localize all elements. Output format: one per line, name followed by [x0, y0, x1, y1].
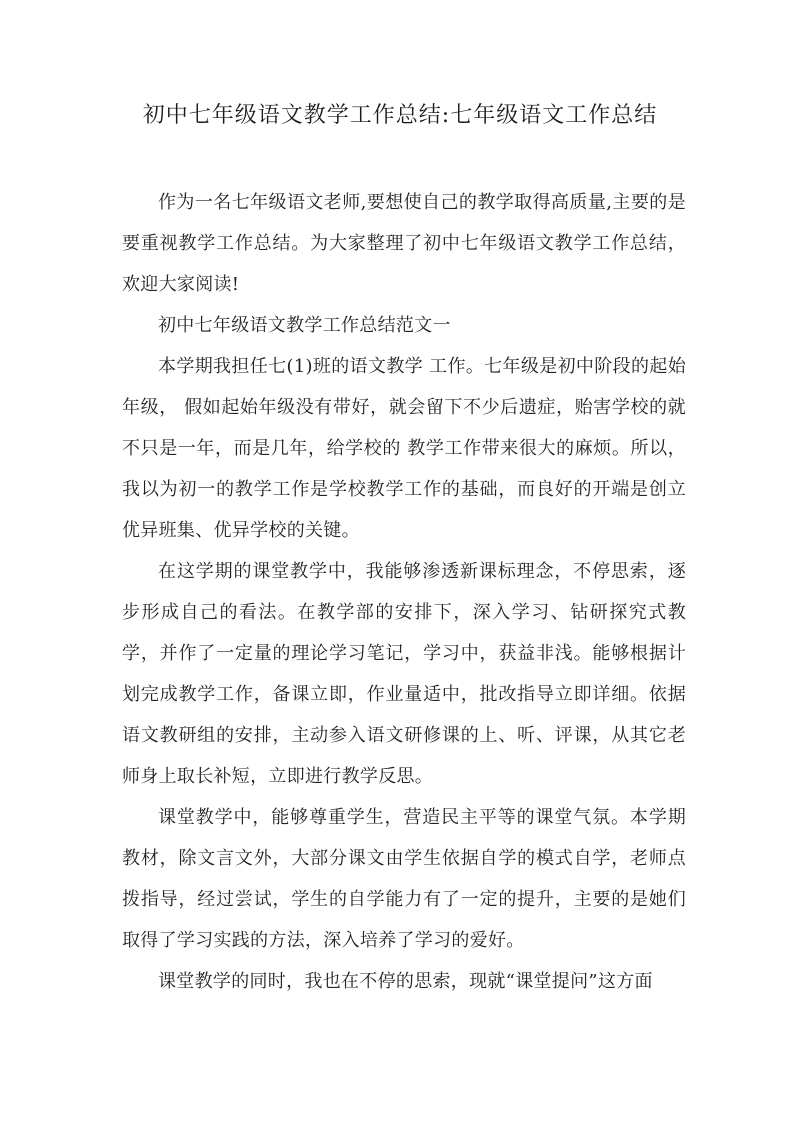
paragraph-body: 课堂教学中，能够尊重学生，营造民主平等的课堂气氛。本学期教材，除文言文外，大部分课文由学生依据自学的模式自学，老师点拨指导，经过尝试，学生的自学能力有了一定的提升，主要的是她们取得了学习实践的方法，深入培养了学习的爱好。: [122, 807, 686, 951]
section-heading: 初中七年级语文教学工作总结范文一: [158, 315, 451, 336]
document-body: [122, 182, 686, 1002]
paragraph-intro: 作为一名七年级语文老师,要想使自己的教学取得高质量,主要的是要重视教学工作总结。为大家整理了初中七年级语文教学工作总结，欢迎大家阅读!: [122, 192, 686, 295]
paragraph-body: 在这学期的课堂教学中，我能够渗透新课标理念，不停思索，逐步形成自己的看法。在教学部的安排下，深入学习、钻研探究式教学，并作了一定量的理论学习笔记，学习中，获益非浅。能够根据计划完成教学工作，备课立即，作业量适中，批改指导立即详细。依据语文教研组的安排，主动参入语文研修课的上、听、评课，从其它老师身上取长补短，立即进行教学反思。: [122, 561, 686, 787]
paragraph-body: 本学期我担任七(1)班的语文教学 工作。七年级是初中阶段的起始年级， 假如起始年级没有带好，就会留下不少后遗症，贻害学校的就不只是一年，而是几年，给学校的 教学工作带来很大的麻烦。所以，我以为初一的教学工作是学校教学工作的基础，而良好的开端是创立优异班集、优异学校的关键。: [122, 356, 686, 541]
paragraph-body: 课堂教学的同时，我也在不停的思索，现就“课堂提问”这方面: [158, 971, 653, 992]
document-title: 初中七年级语文教学工作总结:七年级语文工作总结: [142, 103, 658, 128]
